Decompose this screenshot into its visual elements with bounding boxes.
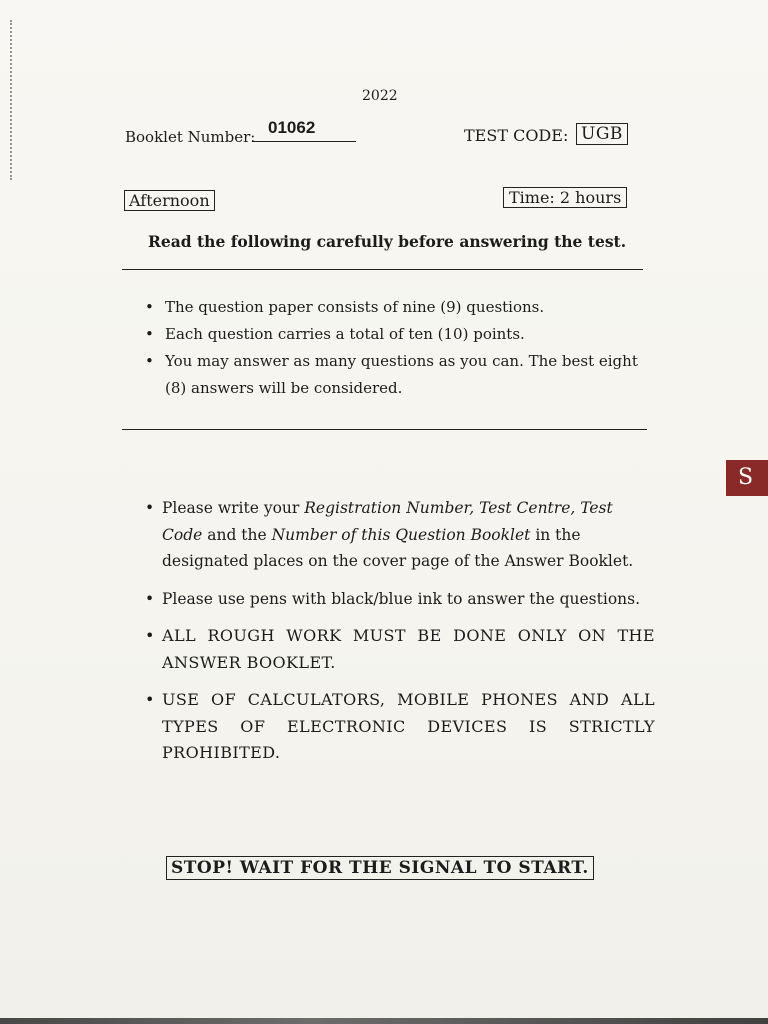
divider-bottom bbox=[122, 429, 647, 430]
guideline-item: • Please use pens with black/blue ink to answer the questions. bbox=[145, 586, 655, 613]
rule-item: • Each question carries a total of ten (10) points. bbox=[145, 321, 655, 348]
binding-edge bbox=[10, 20, 15, 180]
guideline-item: • Please write your Registration Number, Test Centre, Test Code and the Number of this Question Booklet in the designated places on the cover page of the Answer Booklet. bbox=[145, 495, 655, 575]
divider-top bbox=[122, 269, 643, 270]
booklet-number-label: Booklet Number: bbox=[125, 128, 256, 146]
booklet-number-underline bbox=[252, 141, 356, 142]
rule-item: • You may answer as many questions as you can. The best eight (8) answers will be considered. bbox=[145, 348, 655, 402]
rules-list bbox=[145, 294, 655, 402]
side-tab-marker: S bbox=[726, 460, 768, 496]
bullet-icon: • bbox=[145, 499, 155, 517]
booklet-number-value: 01062 bbox=[268, 118, 316, 137]
bullet-icon: • bbox=[145, 589, 155, 608]
bullet-icon: • bbox=[145, 352, 154, 370]
guideline-item: • USE OF CALCULATORS, MOBILE PHONES AND ALL TYPES OF ELECTRONIC DEVICES IS STRICTLY PROHIBITED. bbox=[145, 687, 655, 767]
session-box: Afternoon bbox=[124, 190, 215, 211]
test-code-label: TEST CODE: bbox=[464, 126, 569, 145]
stop-notice: STOP! WAIT FOR THE SIGNAL TO START. bbox=[166, 856, 594, 880]
page-bottom-edge bbox=[0, 1018, 768, 1024]
time-box: Time: 2 hours bbox=[503, 187, 627, 208]
bullet-icon: • bbox=[145, 325, 154, 343]
bullet-icon: • bbox=[145, 298, 154, 316]
bullet-icon: • bbox=[145, 690, 155, 709]
guidelines-list bbox=[145, 495, 655, 778]
instructions-title: Read the following carefully before answering the test. bbox=[148, 232, 627, 251]
test-code-value: UGB bbox=[576, 123, 628, 145]
exam-year: 2022 bbox=[362, 88, 398, 104]
rule-item: • The question paper consists of nine (9) questions. bbox=[145, 294, 655, 321]
bullet-icon: • bbox=[145, 626, 155, 645]
guideline-item: • ALL ROUGH WORK MUST BE DONE ONLY ON THE ANSWER BOOKLET. bbox=[145, 623, 655, 676]
